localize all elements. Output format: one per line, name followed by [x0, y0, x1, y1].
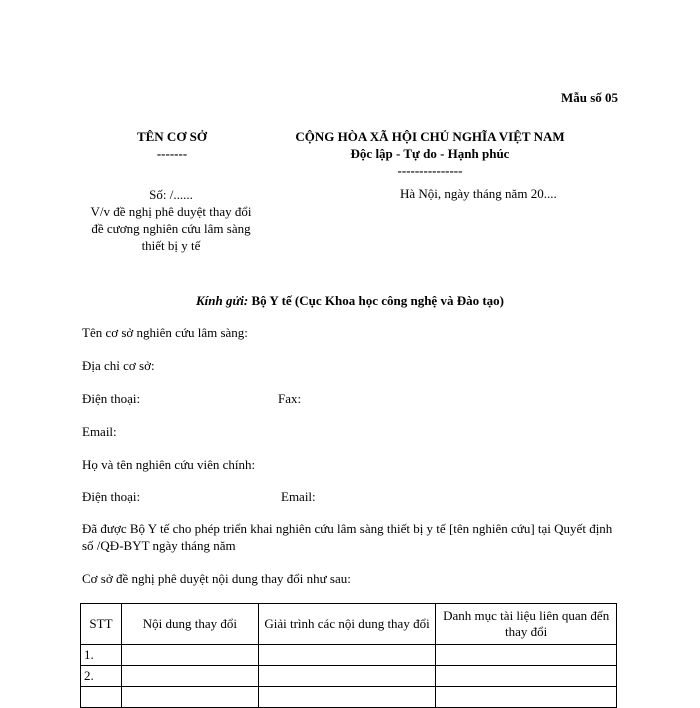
national-header: [270, 128, 590, 179]
table-cell: [81, 687, 122, 708]
recipient-label: Kính gửi:: [195, 293, 249, 308]
national-motto: Độc lập - Tự do - Hạnh phúc: [350, 146, 510, 161]
document-subject-line-1: V/v đề nghị phê duyệt thay đổi: [90, 204, 252, 219]
table-cell: [436, 645, 617, 666]
column-header: Danh mục tài liệu liên quan đến thay đổi: [436, 604, 617, 645]
table-cell: [121, 687, 258, 708]
table-cell: [258, 645, 436, 666]
phone-field: Điện thoại:: [82, 391, 141, 406]
table-header-row: [81, 604, 617, 645]
table-row: [81, 645, 617, 666]
table-cell: [436, 666, 617, 687]
changes-table: [80, 603, 617, 708]
table-cell: [258, 666, 436, 687]
national-title: CỘNG HÒA XÃ HỘI CHỦ NGHĨA VIỆT NAM: [295, 129, 565, 144]
table-row: [81, 687, 617, 708]
place-date: Hà Nội, ngày tháng năm 20....: [400, 186, 557, 201]
table-cell: [121, 666, 258, 687]
table-cell: 2.: [81, 666, 122, 687]
fax-field: Fax:: [278, 391, 302, 406]
column-header: STT: [81, 604, 122, 645]
column-header: Giải trình các nội dung thay đổi: [258, 604, 436, 645]
investigator-phone-field: Điện thoại:: [82, 489, 141, 504]
recipient-line: [0, 293, 700, 309]
column-header: Nội dung thay đổi: [121, 604, 258, 645]
organization-header: [112, 128, 232, 162]
form-number: Mẫu số 05: [560, 90, 618, 105]
principal-investigator-field: Họ và tên nghiên cứu viên chính:: [82, 457, 256, 472]
table-cell: [121, 645, 258, 666]
table-intro: Cơ sở đề nghị phê duyệt nội dung thay đổi như sau:: [82, 571, 351, 586]
recipient-value: Bộ Y tế (Cục Khoa học công nghệ và Đào tạo): [251, 293, 504, 308]
table-cell: 1.: [81, 645, 122, 666]
investigator-email-field: Email:: [281, 489, 316, 504]
approval-paragraph: Đã được Bộ Y tế cho phép triển khai nghiên cứu lâm sàng thiết bị y tế [tên nghiên cứu] tại Quyết định số /QĐ-BYT ngày tháng năm: [82, 521, 613, 553]
national-divider: ---------------: [397, 163, 463, 178]
table-cell: [436, 687, 617, 708]
organization-divider: -------: [156, 146, 188, 161]
document-number-block: [80, 186, 262, 254]
facility-address-field: Địa chỉ cơ sở:: [82, 358, 155, 373]
document-subject-line-2: đề cương nghiên cứu lâm sàng: [91, 221, 251, 236]
document-number: Số: /......: [149, 187, 193, 202]
table-row: [81, 666, 617, 687]
document-subject-line-3: thiết bị y tế: [141, 238, 201, 253]
table-cell: [258, 687, 436, 708]
facility-name-field: Tên cơ sở nghiên cứu lâm sàng:: [82, 325, 248, 340]
organization-name: TÊN CƠ SỞ: [136, 129, 208, 144]
email-field: Email:: [82, 424, 117, 439]
